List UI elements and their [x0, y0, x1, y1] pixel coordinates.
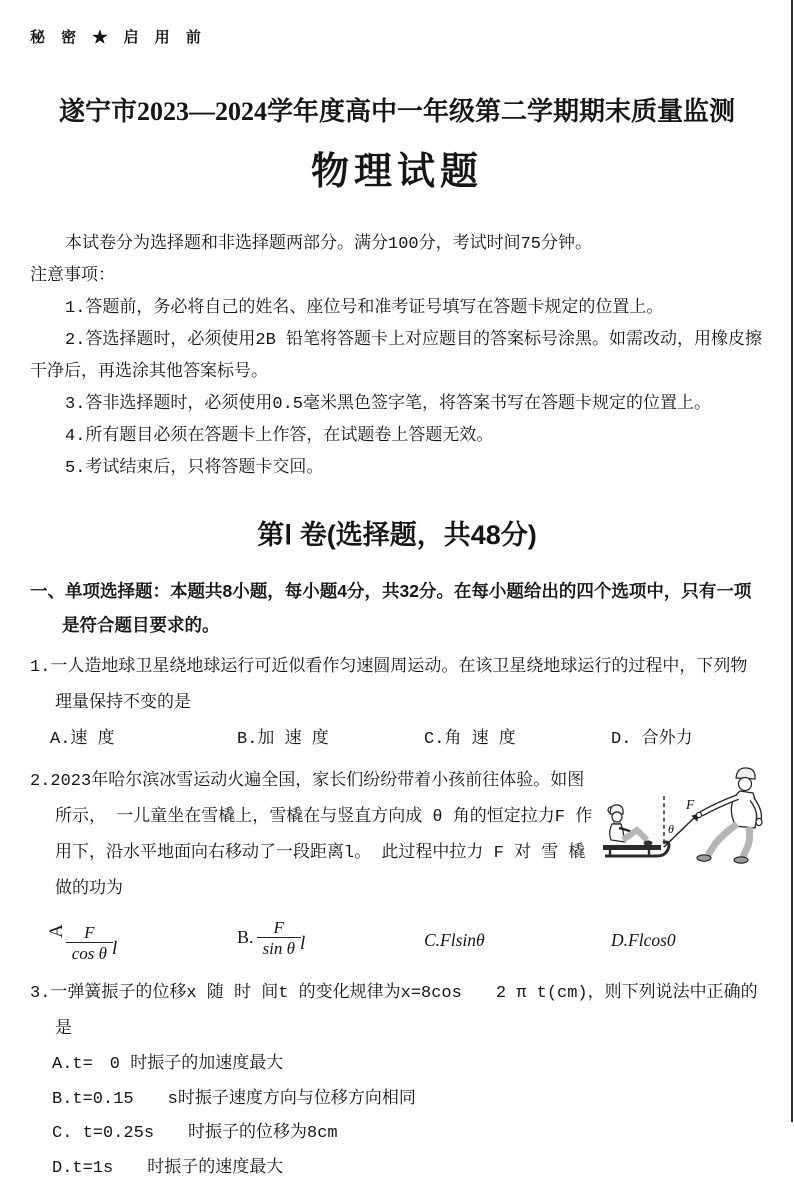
sled-figure — [601, 766, 791, 878]
q2-option-b — [237, 918, 424, 962]
question-2-options — [50, 912, 764, 968]
force-label: F — [685, 797, 695, 812]
child-on-sled — [603, 805, 669, 856]
question-1 — [30, 650, 764, 758]
q3-option-b: B.t=0.15 s时振子速度方向与位移方向相同 — [52, 1083, 764, 1118]
q2-option-a-tail: l — [112, 938, 117, 959]
part1-heading: 一、单项选择题：本题共8小题，每小题4分，共32分。在每小题给出的四个选项中，只有一项是符合题目要求的。 — [62, 574, 764, 642]
q2-option-c: C.Flsinθ — [424, 922, 611, 958]
page-right-border — [791, 0, 793, 1122]
note-item-2: 2.答选择题时，必须使用2B 铅笔将答题卡上对应题目的答案标号涂黑。如需改动，用橡皮擦干净后，再选涂其他答案标号。 — [30, 325, 764, 389]
q1-option-b: B.加 速 度 — [237, 722, 424, 758]
q1-option-d: D. 合外力 — [611, 722, 693, 758]
fraction-denominator: sin θ — [257, 937, 301, 959]
q2-option-a — [50, 913, 237, 967]
section1-title: 第Ⅰ 卷(选择题，共48分) — [30, 513, 764, 552]
q3-option-d: D.t=1s 时振子的速度最大 — [52, 1152, 764, 1186]
question-2 — [30, 764, 764, 968]
exam-intro: 本试卷分为选择题和非选择题两部分。满分100分，考试时间75分钟。 — [30, 229, 764, 261]
q2-option-b-fraction — [257, 918, 301, 960]
q2-option-d: D.Flcos0 — [611, 922, 676, 958]
note-item-4: 4.所有题目必须在答题卡上作答，在试题卷上答题无效。 — [30, 421, 764, 453]
q3-option-a: A.t= 0 时振子的加速度最大 — [52, 1048, 764, 1083]
q1-option-c: C.角 速 度 — [424, 722, 611, 758]
subject-title: 物理试题 — [30, 140, 764, 195]
question-3-text: 3.一弹簧振子的位移x 随 时 间t 的变化规律为x=8cos 2 π t(cm)，则下列说法中正确的是 — [55, 976, 764, 1048]
note-item-3: 3.答非选择题时，必须使用0.5毫米黑色签字笔，将答案书写在答题卡规定的位置上。 — [30, 389, 764, 421]
note-item-5: 5.考试结束后，只将答题卡交回。 — [30, 453, 764, 485]
fraction-numerator: F — [257, 918, 301, 938]
adult-figure — [696, 768, 762, 863]
q2-option-b-label: B. — [237, 927, 254, 947]
fraction-denominator: cos θ — [66, 942, 113, 964]
exam-title: 遂宁市2023—2024学年度高中一年级第二学期期末质量监测 — [30, 91, 764, 128]
q3-option-c: C. t=0.25s 时振子的位移为8cm — [52, 1117, 764, 1152]
question-2-text: 2.2023年哈尔滨冰雪运动火遍全国，家长们纷纷带着小孩前往体验。如图所示， 一儿童坐在雪橇上，雪橇在与竖直方向成 θ 角的恒定拉力F 作用下，沿水平地面向右移动了一段距离l。 此过程中拉力 F 对 雪 橇 做的功为 — [55, 764, 764, 908]
fraction-numerator: F — [66, 923, 113, 943]
notes-heading: 注意事项： — [30, 261, 764, 293]
question-1-text: 1.一人造地球卫星绕地球运行可近似看作匀速圆周运动。在该卫星绕地球运行的过程中，下列物理量保持不变的是 — [55, 650, 764, 722]
question-1-options — [50, 722, 764, 758]
angle-label: θ — [668, 822, 674, 836]
q2-option-b-tail: l — [300, 933, 305, 954]
note-item-1: 1.答题前，务必将自己的姓名、座位号和准考证号填写在答题卡规定的位置上。 — [30, 293, 764, 325]
q1-option-a: A.速 度 — [50, 722, 237, 758]
q2-option-a-label: A — [39, 924, 75, 938]
classification-label: 秘 密 ★ 启 用 前 — [30, 26, 764, 47]
question-3 — [30, 976, 764, 1186]
